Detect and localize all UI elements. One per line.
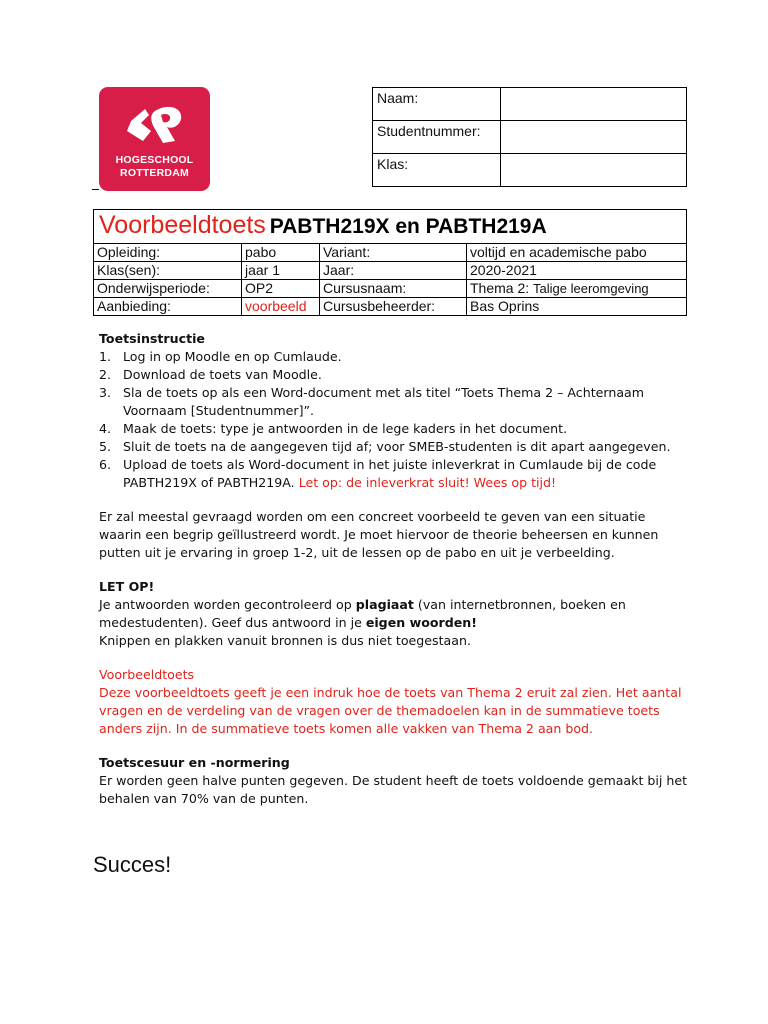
list-item: 1. Log in op Moodle en op Cumlaude. [99,349,342,364]
norm-text: Er worden geen halve punten gegeven. De student heeft de toets voldoende gemaakt bij het behalen van 70% van de punten. [99,773,688,806]
course-info-table [93,209,687,316]
info-label: Cursusbeheerder: [320,298,467,316]
closing-text: Succes! [93,852,172,877]
info-label: Onderwijsperiode: [94,280,242,298]
info-value: jaar 1 [242,262,320,280]
letop-paragraph: Je antwoorden worden gecontroleerd op plagiaat (van internetbronnen, boeken en medestudenten). Geef dus antwoord in je eigen woorden! [99,597,626,630]
info-label: Jaar: [320,262,467,280]
info-label: Cursusnaam: [320,280,467,298]
info-value: voorbeeld [242,298,320,316]
info-value: OP2 [242,280,320,298]
course-theme: Thema 2: [470,280,530,296]
name-label: Naam: [373,88,501,121]
table-row [373,121,687,154]
table-row [94,280,687,298]
norm-heading: Toetscesuur en -normering [99,755,290,770]
list-item: 2. Download de toets van Moodle. [99,367,322,382]
voorbeeld-heading: Voorbeeldtoets [99,667,195,682]
list-item: 3. Sla de toets op als een Word-document met als titel “Toets Thema 2 – Achternaam Voornaam [Studentnummer]”. [99,385,645,418]
info-value: pabo [242,244,320,262]
info-value: Bas Oprins [467,298,687,316]
info-label: Aanbieding: [94,298,242,316]
table-row [94,298,687,316]
logo-text-line1: HOGESCHOOL [115,154,194,166]
info-label: Opleiding: [94,244,242,262]
name-field[interactable] [501,88,687,121]
class-field[interactable] [501,154,687,187]
table-row [94,262,687,280]
letop-line2: Knippen en plakken vanuit bronnen is dus niet toegestaan. [99,633,471,648]
class-label: Klas: [373,154,501,187]
table-row [373,154,687,187]
table-row [373,88,687,121]
info-value: voltijd en academische pabo [467,244,687,262]
title-code: PABTH219X en PABTH219A [269,215,547,238]
document-body [99,330,689,808]
table-row [94,244,687,262]
logo-text-line2: ROTTERDAM [120,167,189,179]
letop-heading: LET OP! [99,579,155,594]
student-details-table [372,87,687,187]
list-item: 5. Sluit de toets na de aangegeven tijd af; voor SMEB-studenten is dit apart aangegeven. [99,439,671,454]
instructions-heading: Toetsinstructie [99,331,205,346]
info-label: Klas(sen): [94,262,242,280]
divider [92,189,99,190]
list-item: 4. Maak de toets: type je antwoorden in de lege kaders in het document. [99,421,568,436]
instructions-list [99,348,689,492]
info-value: 2020-2021 [467,262,687,280]
info-value [467,280,687,298]
list-item: 6. Upload de toets als Word-document in het juiste inleverkrat in Cumlaude bij de code PABTH219X of PABTH219A. Let op: de inleverkrat sluit! Wees op tijd! [99,457,657,490]
title-red: Voorbeeldtoets [99,211,266,239]
info-label: Variant: [320,244,467,262]
intro-paragraph: Er zal meestal gevraagd worden om een concreet voorbeeld te geven van een situatie waarin een begrip geïllustreerd wordt. Je moet hiervoor de theorie beheersen en kunnen putten uit je ervaring in groep 1-2, uit de lessen op de pabo en uit je verbeelding. [99,509,659,560]
logo-mark-icon [121,101,189,147]
deadline-warning: Let op: de inleverkrat sluit! Wees op tijd! [298,475,557,490]
page-title [94,210,687,244]
voorbeeld-text: Deze voorbeeldtoets geeft je een indruk hoe de toets van Thema 2 eruit zal zien. Het aantal vragen en de verdeling van de vragen over de themadoelen kan in de summatieve toets anders zijn. In de summatieve toets komen alle vakken van Thema 2 aan bod. [99,685,682,736]
course-name: Talige leeromgeving [533,281,649,296]
student-number-label: Studentnummer: [373,121,501,154]
title-row [94,210,687,244]
hogeschool-rotterdam-logo [99,87,210,191]
student-number-field[interactable] [501,121,687,154]
